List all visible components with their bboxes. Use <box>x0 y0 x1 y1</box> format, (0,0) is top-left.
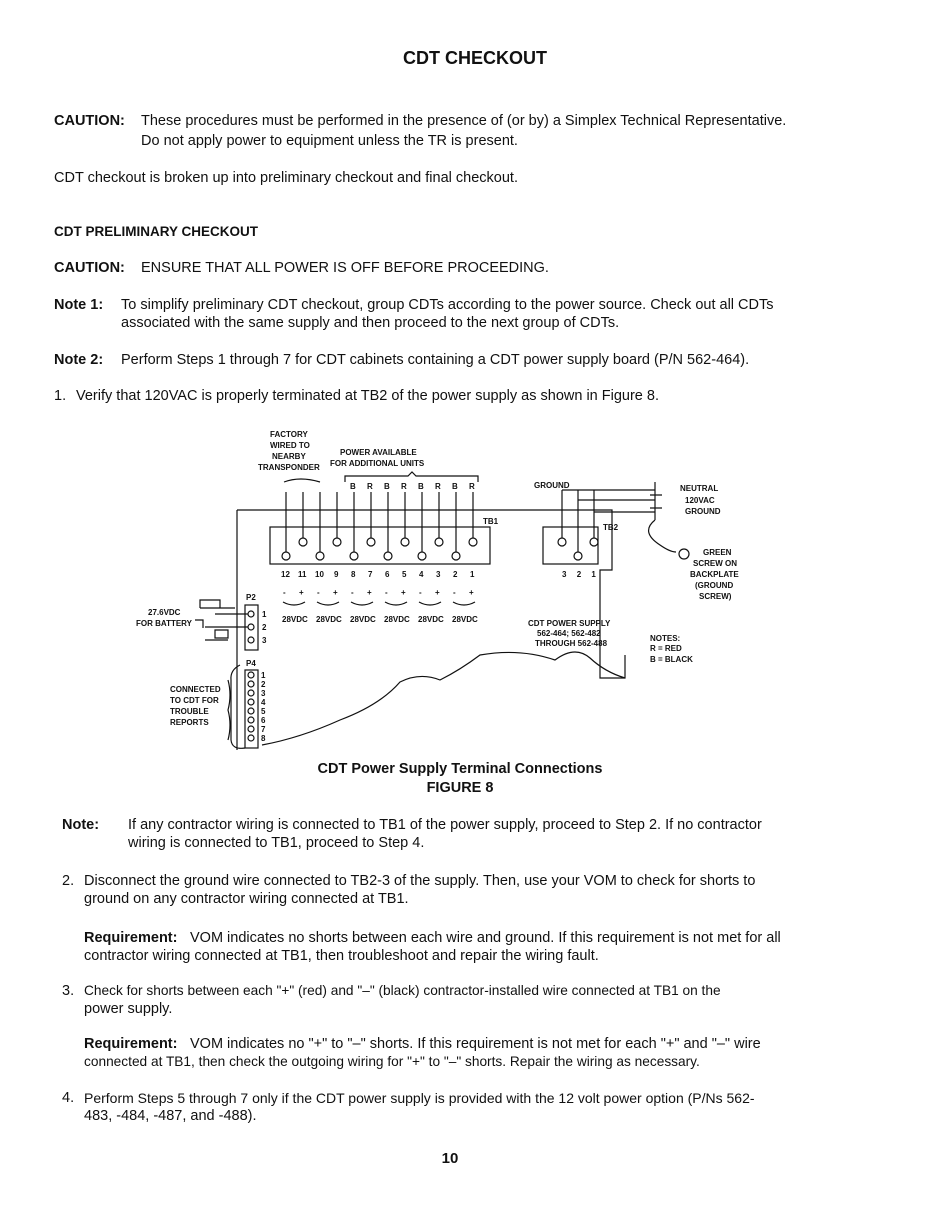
notes-label-3: B = BLACK <box>650 655 693 664</box>
step1-text: Verify that 120VAC is properly terminated at TB2 of the power supply as shown in Figure 8. <box>76 388 659 404</box>
green-label-5: SCREW) <box>699 592 732 601</box>
svg-text:-: - <box>283 588 286 597</box>
green-label-3: BACKPLATE <box>690 570 739 579</box>
step4-number: 4. <box>62 1090 75 1106</box>
p4-pins <box>248 672 254 741</box>
svg-text:+: + <box>401 588 406 597</box>
wire-letter: R <box>401 482 407 491</box>
connected-label-2: TO CDT FOR <box>170 696 219 705</box>
step1-number: 1. <box>54 388 67 404</box>
power-bracket <box>345 472 478 482</box>
svg-text:9: 9 <box>334 570 339 579</box>
svg-text:5: 5 <box>261 707 266 716</box>
intro-paragraph: CDT checkout is broken up into preliminary checkout and final checkout. <box>54 170 518 186</box>
step4-line2: 483, -484, -487, and -488). <box>84 1108 257 1124</box>
svg-text:-: - <box>419 588 422 597</box>
req3-line2: connected at TB1, then check the outgoing wiring for "+" to "–" shorts. Repair the wiring as necessary. <box>84 1054 700 1069</box>
wire-color-letters <box>350 482 475 491</box>
wire-letter: R <box>469 482 475 491</box>
p2-label: P2 <box>246 593 256 602</box>
req3-label: Requirement: <box>84 1036 178 1052</box>
step2-number: 2. <box>62 873 75 889</box>
svg-text:10: 10 <box>315 570 324 579</box>
step3-line2: power supply. <box>84 1001 173 1017</box>
svg-text:28VDC: 28VDC <box>418 615 444 624</box>
svg-text:+: + <box>469 588 474 597</box>
factory-label-4: TRANSPONDER <box>258 463 320 472</box>
notes-label-1: NOTES: <box>650 634 681 643</box>
note1-line1: To simplify preliminary CDT checkout, group CDTs according to the power source. Check out all CDTs <box>121 297 774 313</box>
board-break-line <box>262 652 625 745</box>
note3-label: Note: <box>62 817 100 833</box>
battery-label-1: 27.6VDC <box>148 608 181 617</box>
req2-label: Requirement: <box>84 930 178 946</box>
note3-line2: wiring is connected to TB1, proceed to Step 4. <box>128 835 425 851</box>
wire-letter: B <box>418 482 424 491</box>
vdc-labels <box>282 615 478 624</box>
svg-text:28VDC: 28VDC <box>282 615 308 624</box>
caution2-text: ENSURE THAT ALL POWER IS OFF BEFORE PROCEEDING. <box>141 260 549 276</box>
power-available-label-2: FOR ADDITIONAL UNITS <box>330 459 425 468</box>
svg-text:+: + <box>435 588 440 597</box>
p4-pin-numbers <box>261 671 266 743</box>
battery-leads <box>195 600 248 640</box>
svg-text:-: - <box>351 588 354 597</box>
caution-text-line1: These procedures must be performed in the presence of (or by) a Simplex Technical Representative. <box>141 113 787 129</box>
svg-text:2: 2 <box>261 680 266 689</box>
tb1-polarity <box>283 588 474 597</box>
svg-text:28VDC: 28VDC <box>316 615 342 624</box>
svg-text:+: + <box>299 588 304 597</box>
page-title: CDT CHECKOUT <box>403 48 547 68</box>
note3-line1: If any contractor wiring is connected to TB1 of the power supply, proceed to Step 2. If no contractor <box>128 817 762 833</box>
svg-text:2: 2 <box>453 570 458 579</box>
wire-letter: B <box>452 482 458 491</box>
svg-text:6: 6 <box>385 570 390 579</box>
factory-label-1: FACTORY <box>270 430 308 439</box>
step2-line2: ground on any contractor wiring connected at TB1. <box>84 891 409 907</box>
step2-line1: Disconnect the ground wire connected to TB2-3 of the supply. Then, use your VOM to check for shorts to <box>84 873 756 889</box>
svg-text:-: - <box>453 588 456 597</box>
wire-letter: B <box>350 482 356 491</box>
svg-text:3: 3 <box>261 689 266 698</box>
factory-bracket <box>284 479 320 482</box>
svg-text:3: 3 <box>262 636 267 645</box>
step3-line1: Check for shorts between each "+" (red) and "–" (black) contractor-installed wire connected at TB1 on the <box>84 983 721 998</box>
svg-text:4: 4 <box>261 698 266 707</box>
svg-text:-: - <box>317 588 320 597</box>
connected-label-4: REPORTS <box>170 718 209 727</box>
note2-label: Note 2: <box>54 352 104 368</box>
tb1-wires <box>286 492 473 552</box>
green-label-1: GREEN <box>703 548 732 557</box>
connected-brace <box>228 680 230 740</box>
svg-text:7: 7 <box>261 725 266 734</box>
tb1-terminals <box>282 538 477 560</box>
tb2-numbers: 3 2 1 <box>562 570 596 579</box>
svg-text:8: 8 <box>261 734 266 743</box>
svg-text:28VDC: 28VDC <box>384 615 410 624</box>
connected-label-3: TROUBLE <box>170 707 209 716</box>
req3-line1: VOM indicates no "+" to "–" shorts. If this requirement is not met for each "+" and "–" wire <box>190 1036 761 1052</box>
power-available-label-1: POWER AVAILABLE <box>340 448 417 457</box>
svg-text:7: 7 <box>368 570 373 579</box>
svg-text:1: 1 <box>261 671 266 680</box>
p4-brace <box>231 665 245 748</box>
cdt-ps-label-1: CDT POWER SUPPLY <box>528 619 611 628</box>
wire-letter: R <box>435 482 441 491</box>
tb2-wires <box>562 490 655 552</box>
factory-label-3: NEARBY <box>272 452 306 461</box>
svg-text:11: 11 <box>298 570 307 579</box>
p4-label: P4 <box>246 659 256 668</box>
connected-label-1: CONNECTED <box>170 685 221 694</box>
neutral-label: NEUTRAL <box>680 484 719 493</box>
note1-label: Note 1: <box>54 297 104 313</box>
req2-line1: VOM indicates no shorts between each wire and ground. If this requirement is not met for all <box>190 930 781 946</box>
caution2-label: CAUTION: <box>54 260 125 276</box>
req2-line2: contractor wiring connected at TB1, then troubleshoot and repair the wiring fault. <box>84 948 599 964</box>
page-number: 10 <box>441 1150 459 1167</box>
cdt-ps-label-3: THROUGH 562-488 <box>535 639 608 648</box>
note1-line2: associated with the same supply and then proceed to the next group of CDTs. <box>121 315 620 331</box>
note2-text: Perform Steps 1 through 7 for CDT cabinets containing a CDT power supply board (P/N 562-464). <box>121 352 750 368</box>
pair-brackets <box>283 602 475 605</box>
ground-screw-icon <box>679 549 689 559</box>
wire-letter: R <box>367 482 373 491</box>
ac-cord <box>649 482 676 552</box>
section-heading: CDT PRELIMINARY CHECKOUT <box>54 224 259 239</box>
ground2-label: GROUND <box>685 507 721 516</box>
tb1-label: TB1 <box>483 517 499 526</box>
factory-label-2: WIRED TO <box>270 441 310 450</box>
svg-text:6: 6 <box>261 716 266 725</box>
caution-text-line2: Do not apply power to equipment unless the TR is present. <box>141 133 518 149</box>
battery-label-2: FOR BATTERY <box>136 619 192 628</box>
tb1-pin-numbers <box>281 570 475 579</box>
tb2-label: TB2 <box>603 523 619 532</box>
wire-letter: B <box>384 482 390 491</box>
svg-text:-: - <box>385 588 388 597</box>
step4-line1: Perform Steps 5 through 7 only if the CDT power supply is provided with the 12 volt power option (P/Ns 562- <box>84 1090 755 1106</box>
notes-label-2: R = RED <box>650 644 682 653</box>
svg-text:4: 4 <box>419 570 424 579</box>
green-label-2: SCREW ON <box>693 559 737 568</box>
figure-8-diagram <box>0 420 950 760</box>
step3-number: 3. <box>62 983 75 999</box>
svg-text:28VDC: 28VDC <box>452 615 478 624</box>
svg-text:3: 3 <box>436 570 441 579</box>
green-label-4: (GROUND <box>695 581 734 590</box>
svg-text:2: 2 <box>262 623 267 632</box>
ground-label: GROUND <box>534 481 570 490</box>
p4-connector <box>245 670 258 748</box>
figure-number: FIGURE 8 <box>426 780 494 796</box>
svg-text:12: 12 <box>281 570 290 579</box>
svg-text:1: 1 <box>470 570 475 579</box>
figure-caption: CDT Power Supply Terminal Connections <box>317 761 603 777</box>
cdt-ps-label-2: 562-464; 562-482 <box>537 629 601 638</box>
tb2-terminal-block <box>543 527 598 564</box>
svg-text:28VDC: 28VDC <box>350 615 376 624</box>
svg-text:5: 5 <box>402 570 407 579</box>
caution-label: CAUTION: <box>54 113 125 129</box>
svg-text:1: 1 <box>262 610 267 619</box>
svg-text:8: 8 <box>351 570 356 579</box>
svg-text:+: + <box>333 588 338 597</box>
vac-label: 120VAC <box>685 496 715 505</box>
svg-text:+: + <box>367 588 372 597</box>
